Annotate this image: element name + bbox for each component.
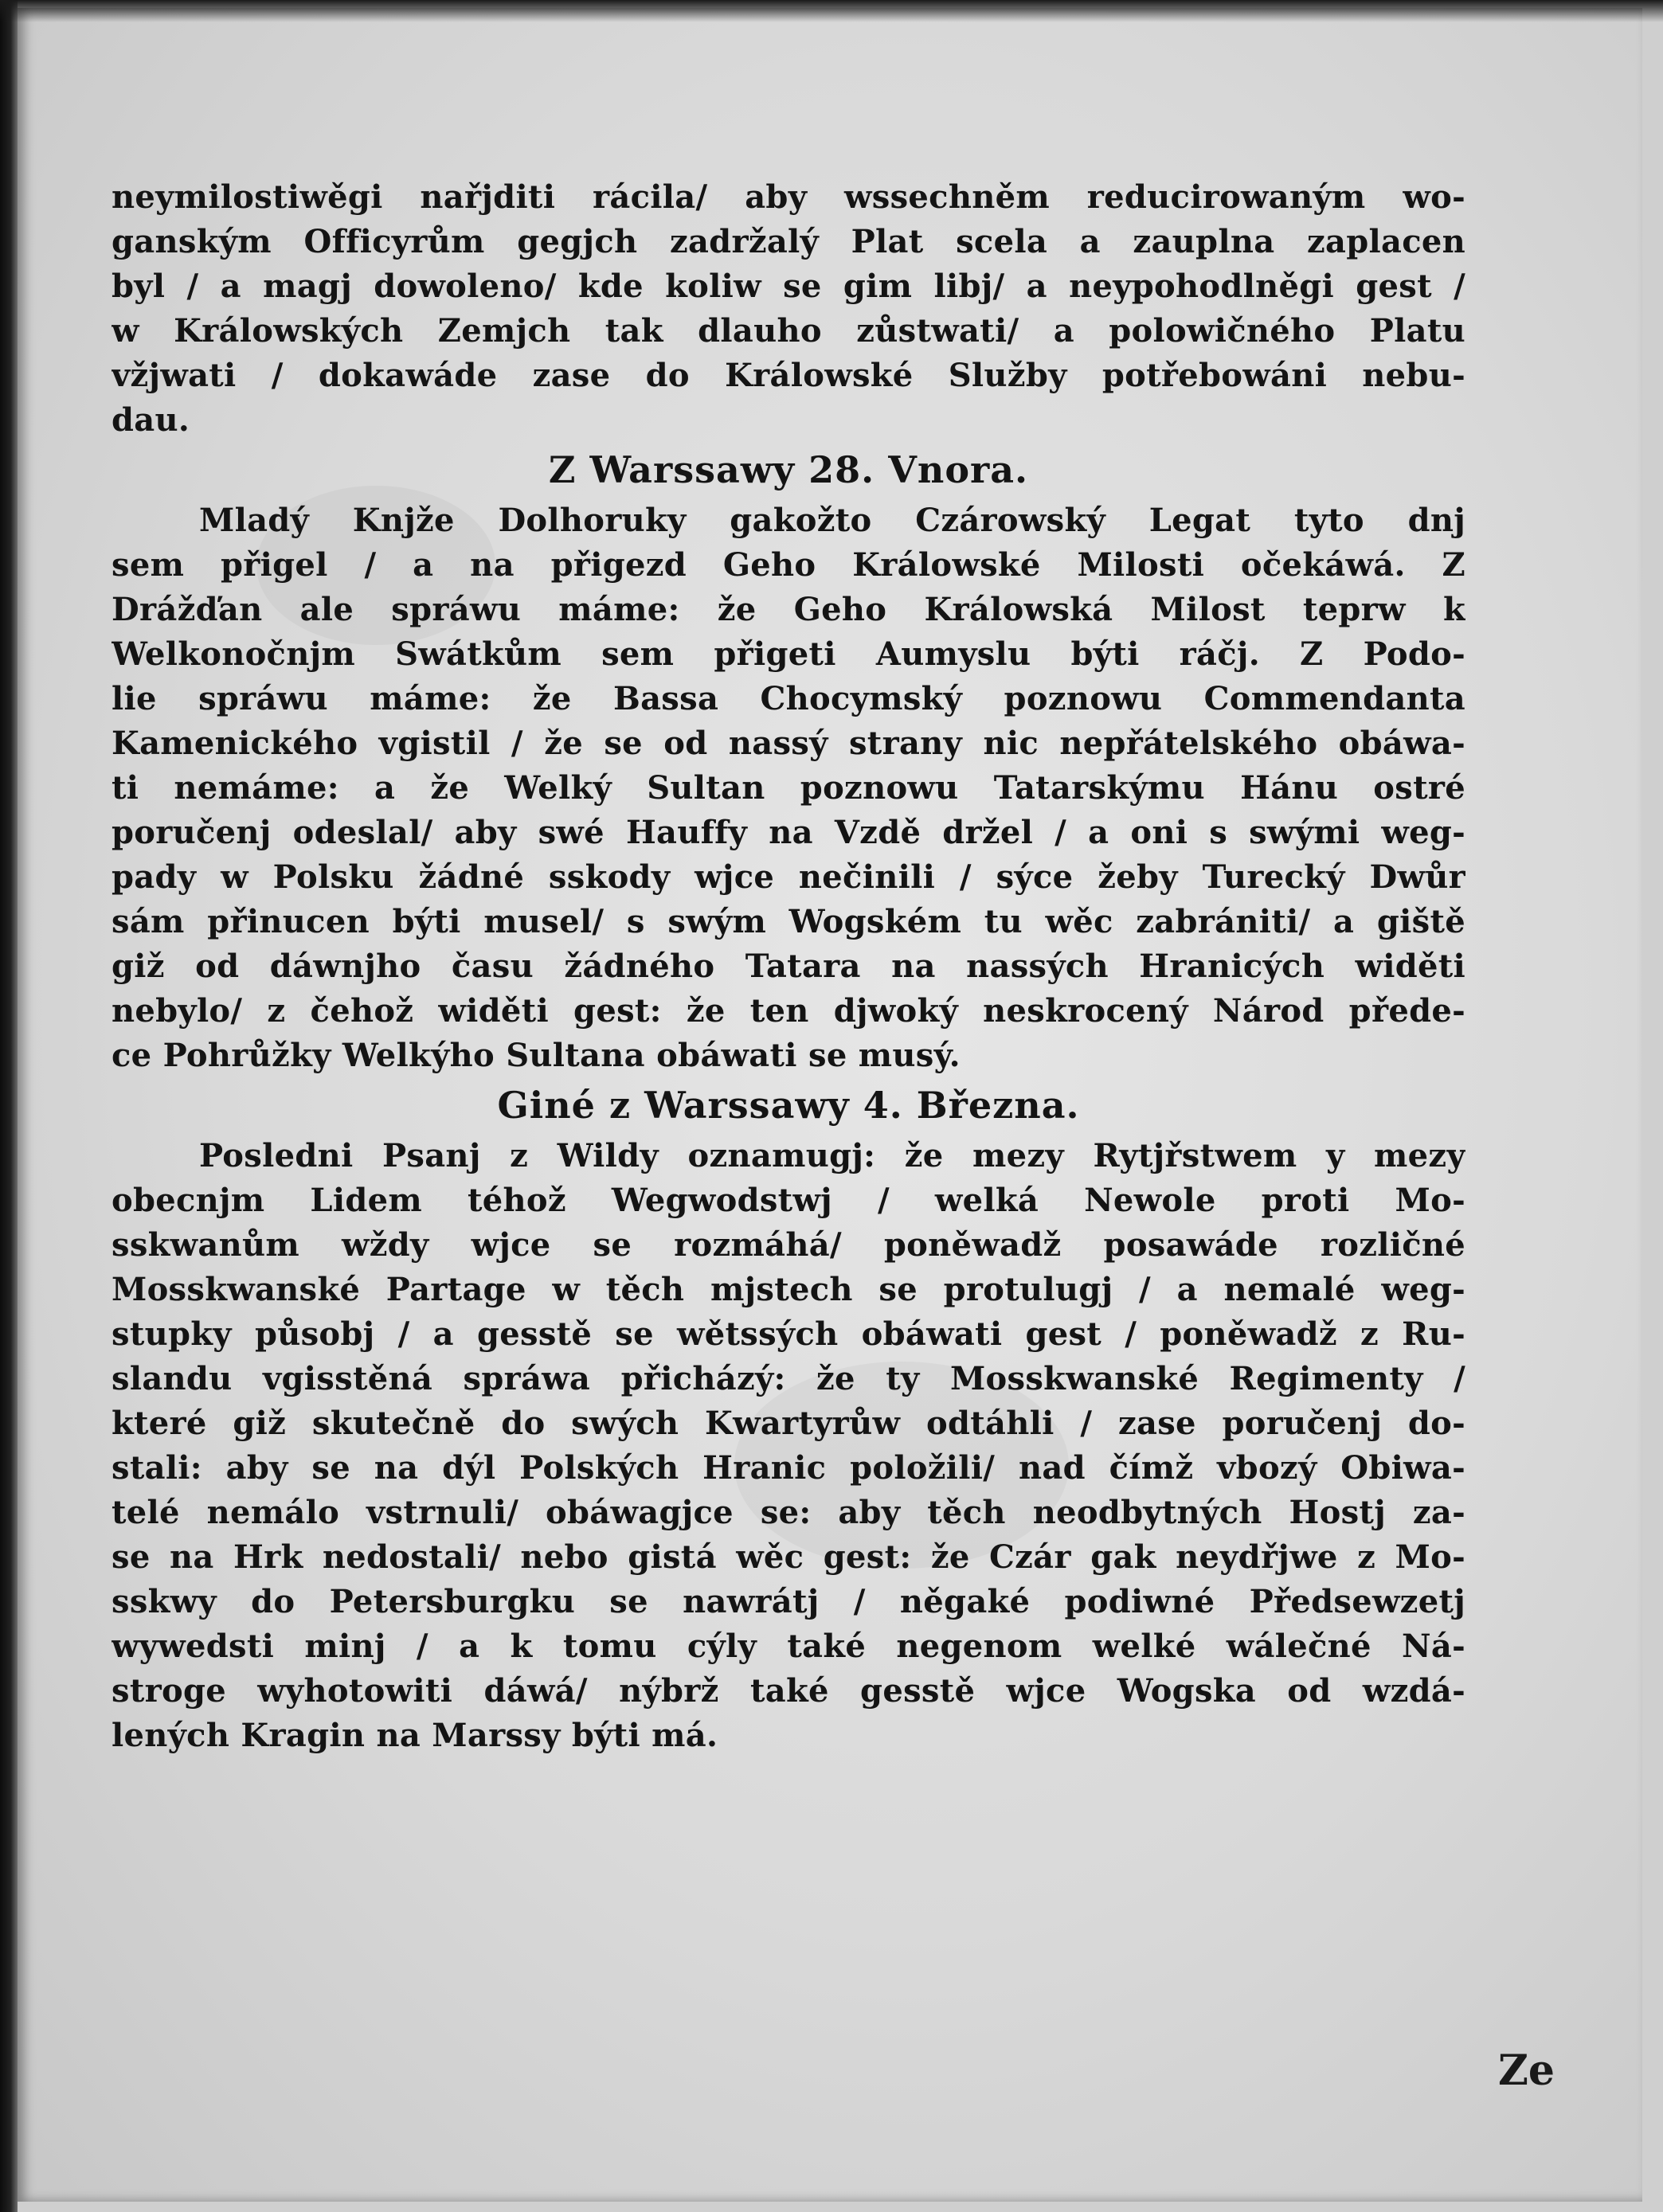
section-heading: Giné z Warssawy 4. Března. (497, 1084, 1080, 1127)
book-page (18, 8, 1642, 2202)
text-line: které giž skutečně do swých Kwartyrůw odtáhli / zase poručenj do- (112, 1405, 1465, 1442)
text-line: Posledni Psanj z Wildy oznamugj: že mezy Rytjřstwem y mezy (199, 1137, 1465, 1174)
text-line: byl / a magj dowoleno/ kde koliw se gim libj/ a neypohodlněgi gest / (112, 268, 1465, 305)
text-line: poručenj odeslal/ aby swé Hauffy na Vzdě držel / a oni s swými weg- (112, 814, 1465, 851)
text-line: lených Kragin na Marssy býti má. (112, 1717, 718, 1754)
text-line: stali: aby se na dýl Polských Hranic položili/ nad čímž vbozý Obiwa- (112, 1449, 1465, 1487)
text-line: w Králowských Zemjch tak dlauho zůstwati/ a polowičného Platu (112, 312, 1465, 350)
text-line: obecnjm Lidem téhož Wegwodstwj / welká Newole proti Mo- (112, 1182, 1465, 1219)
text-line: Kamenického vgistil / že se od nassý strany nic nepřátelského obáwa- (112, 725, 1465, 762)
paragraph-warsaw-march (112, 1134, 1465, 1758)
book-binding-edge (0, 0, 18, 2212)
text-line: pady w Polsku žádné sskody wjce nečinili / sýce žeby Turecký Dwůr (112, 858, 1465, 896)
text-line: Welkonočnjm Swátkům sem přigeti Aumyslu býti ráčj. Z Podo- (112, 635, 1465, 673)
text-line: nebylo/ z čehož widěti gest: že ten djwoký neskrocený Národ přede- (112, 992, 1465, 1030)
text-line: neymilostiwěgi nařjditi rácila/ aby wssechněm reducirowaným wo- (112, 178, 1465, 216)
section-heading: Z Warssawy 28. Vnora. (548, 448, 1029, 491)
text-line: se na Hrk nedostali/ nebo gistá wěc gest: že Czár gak neydřjwe z Mo- (112, 1538, 1465, 1576)
text-line: slandu vgisstěná spráwa přicházý: že ty Mosskwanské Regimenty / (112, 1360, 1465, 1397)
text-line: Drážďan ale spráwu máme: že Geho Králowská Milost teprw k (112, 591, 1465, 628)
paragraph-warsaw-february (112, 498, 1465, 1078)
page-text (112, 175, 1465, 1758)
text-line: ganským Officyrům gegjch zadržalý Plat scela a zauplna zaplacen (112, 223, 1465, 260)
text-line: stroge wyhotowiti dáwá/ nýbrž také gesstě wjce Wogska od wzdá- (112, 1672, 1465, 1710)
text-line: sskwy do Petersburgku se nawrátj / něgaké podiwné Předsewzetj (112, 1583, 1465, 1620)
text-line: telé nemálo vstrnuli/ obáwagjce se: aby těch neodbytných Hostj za- (112, 1494, 1465, 1531)
text-line: sskwanům wždy wjce se rozmáhá/ poněwadž posawáde rozličné (112, 1226, 1465, 1264)
text-line: ti nemáme: a že Welký Sultan poznowu Tatarskýmu Hánu ostré (112, 769, 1465, 807)
text-line: vžjwati / dokawáde zase do Králowské Služby potřebowáni nebu- (112, 357, 1465, 394)
catchword: Ze (1497, 2046, 1555, 2095)
text-line: lie spráwu máme: že Bassa Chocymský poznowu Commendanta (112, 680, 1465, 717)
paragraph-continuation (112, 175, 1465, 443)
text-line: giž od dáwnjho času žádného Tatara na nassých Hranicých widěti (112, 948, 1465, 985)
text-line: sám přinucen býti musel/ s swým Wogském tu wěc zabrániti/ a giště (112, 903, 1465, 940)
text-line: ce Pohrůžky Welkýho Sultana obáwati se musý. (112, 1037, 961, 1074)
text-line: stupky působj / a gesstě se wětssých obáwati gest / poněwadž z Ru- (112, 1315, 1465, 1353)
text-line: sem přigel / a na přigezd Geho Králowské Milosti očekáwá. Z (112, 546, 1465, 584)
text-line: Mladý Knjže Dolhoruky gakožto Czárowský Legat tyto dnj (199, 502, 1465, 539)
top-shadow (0, 0, 1663, 22)
text-line: dau. (112, 401, 190, 439)
text-line: Mosskwanské Partage w těch mjstech se protulugj / a nemalé weg- (112, 1271, 1465, 1308)
text-line: wywedsti minj / a k tomu cýly také negenom welké wálečné Ná- (112, 1628, 1465, 1665)
